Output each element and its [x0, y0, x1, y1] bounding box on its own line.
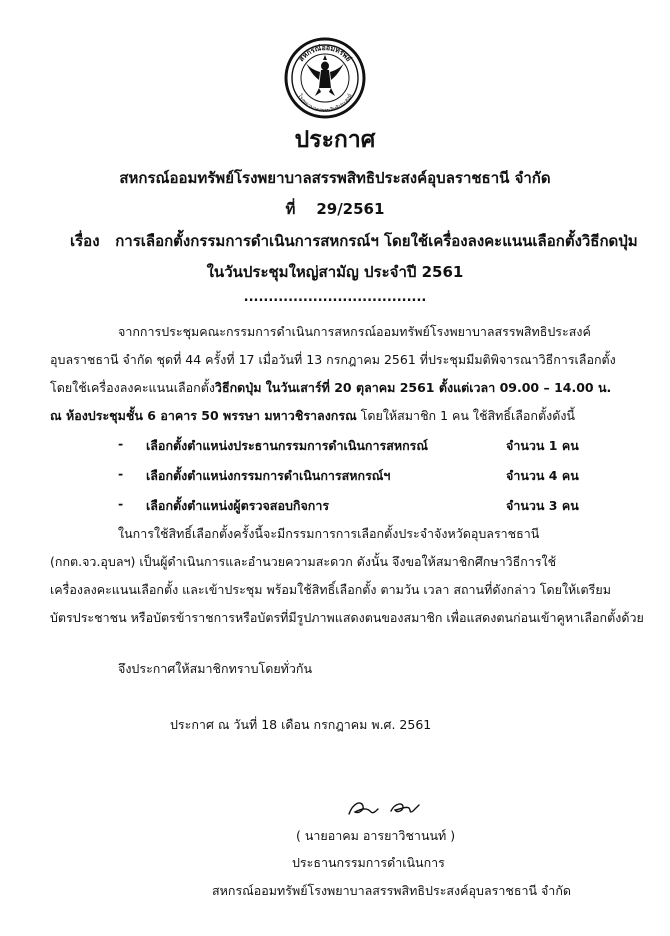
- paragraph-1-line-3-a: โดยใช้เครื่องลงคะแนนเลือกตั้ง: [50, 380, 215, 395]
- position-bullet: -: [118, 466, 124, 481]
- subject-line-1: [70, 229, 638, 253]
- announcement-number-line: [0, 197, 670, 221]
- position-bullet: -: [118, 496, 124, 511]
- document-title: ประกาศ: [294, 127, 376, 153]
- seal-bottom-text: โรงพยาบาลสรรพสิทธิประสงค์: [296, 93, 354, 115]
- position-bullet: -: [118, 436, 124, 451]
- cooperative-seal-icon: [283, 36, 367, 120]
- paragraph-1-line-3: [50, 378, 611, 398]
- position-label: เลือกตั้งตำแหน่งกรรมการดำเนินการสหกรณ์ฯ: [146, 468, 391, 483]
- paragraph-2-line-4: บัตรประชาชน หรือบัตรข้าราชการหรือบัตรที่มีรูปภาพแสดงตนของสมาชิก เพื่อแสดงตนก่อนเข้าคูหาเลือกตั้งด้วย: [50, 610, 644, 625]
- meeting-location: ณ ห้องประชุมชั้น 6 อาคาร 50 พรรษา มหาวชิราลงกรณ: [50, 408, 357, 423]
- signer-name: ( นายอาคม อารยาวิชานนท์ ): [296, 828, 456, 843]
- announcement-statement: จึงประกาศให้สมาชิกทราบโดยทั่วกัน: [118, 661, 313, 676]
- position-count: จำนวน 4 คน: [506, 468, 579, 483]
- announcement-dateline: ประกาศ ณ วันที่ 18 เดือน กรกฎาคม พ.ศ. 2561: [170, 717, 432, 732]
- position-count: จำนวน 3 คน: [506, 498, 579, 513]
- header-divider: .....................................: [243, 290, 427, 305]
- subject-text-1: การเลือกตั้งกรรมการดำเนินการสหกรณ์ฯ โดยใช้เครื่องลงคะแนนเลือกตั้งวิธีกดปุ่ม: [115, 232, 638, 250]
- position-label: เลือกตั้งตำแหน่งผู้ตรวจสอบกิจการ: [146, 498, 330, 513]
- subject-line-2: ในวันประชุมใหญ่สามัญ ประจำปี 2561: [206, 263, 464, 281]
- paragraph-1-line-4-b: โดยให้สมาชิก 1 คน ใช้สิทธิ์เลือกตั้งดังนี้: [356, 408, 575, 423]
- position-label: เลือกตั้งตำแหน่งประธานกรรมการดำเนินการสหกรณ์: [146, 438, 428, 453]
- paragraph-2-line-3: เครื่องลงคะแนนเลือกตั้ง และเข้าประชุม พร้อมใช้สิทธิ์เลือกตั้ง ตามวัน เวลา สถานที่ดังกล่าว โดยให้เตรียม: [50, 582, 611, 597]
- signer-organization: สหกรณ์ออมทรัพย์โรงพยาบาลสรรพสิทธิประสงค์อุบลราชธานี จำกัด: [212, 883, 572, 898]
- paragraph-2-line-1: ในการใช้สิทธิ์เลือกตั้งครั้งนี้จะมีกรรมการการเลือกตั้งประจำจังหวัดอุบลราชธานี: [118, 526, 540, 541]
- position-count: จำนวน 1 คน: [506, 438, 579, 453]
- paragraph-2-line-2: (กกต.จว.อุบลฯ) เป็นผู้ดำเนินการและอำนวยความสะดวก ดังนั้น จึงขอให้สมาชิกศึกษาวิธีการใช้: [50, 554, 557, 569]
- subject-label: เรื่อง: [70, 232, 100, 250]
- number-label: ที่: [285, 200, 296, 218]
- organization-name: สหกรณ์ออมทรัพย์โรงพยาบาลสรรพสิทธิประสงค์อุบลราชธานี จำกัด: [119, 169, 551, 187]
- announcement-number: 29/2561: [316, 200, 385, 218]
- handwritten-signature-icon: [343, 797, 427, 819]
- signer-title: ประธานกรรมการดำเนินการ: [292, 855, 445, 870]
- paragraph-1-line-4: [50, 406, 575, 426]
- election-date-time: วิธีกดปุ่ม ในวันเสาร์ที่ 20 ตุลาคม 2561 ตั้งแต่เวลา 09.00 – 14.00 น.: [214, 380, 612, 395]
- paragraph-1-line-1: จากการประชุมคณะกรรมการดำเนินการสหกรณ์ออมทรัพย์โรงพยาบาลสรรพสิทธิประสงค์: [118, 324, 591, 339]
- seal-top-text: สหกรณ์ออมทรัพย์: [297, 43, 353, 64]
- paragraph-1-line-2: อุบลราชธานี จำกัด ชุดที่ 44 ครั้งที่ 17 เมื่อวันที่ 13 กรกฎาคม 2561 ที่ประชุมมีมติพิจารณาวิธีการเลือกตั้ง: [50, 352, 616, 367]
